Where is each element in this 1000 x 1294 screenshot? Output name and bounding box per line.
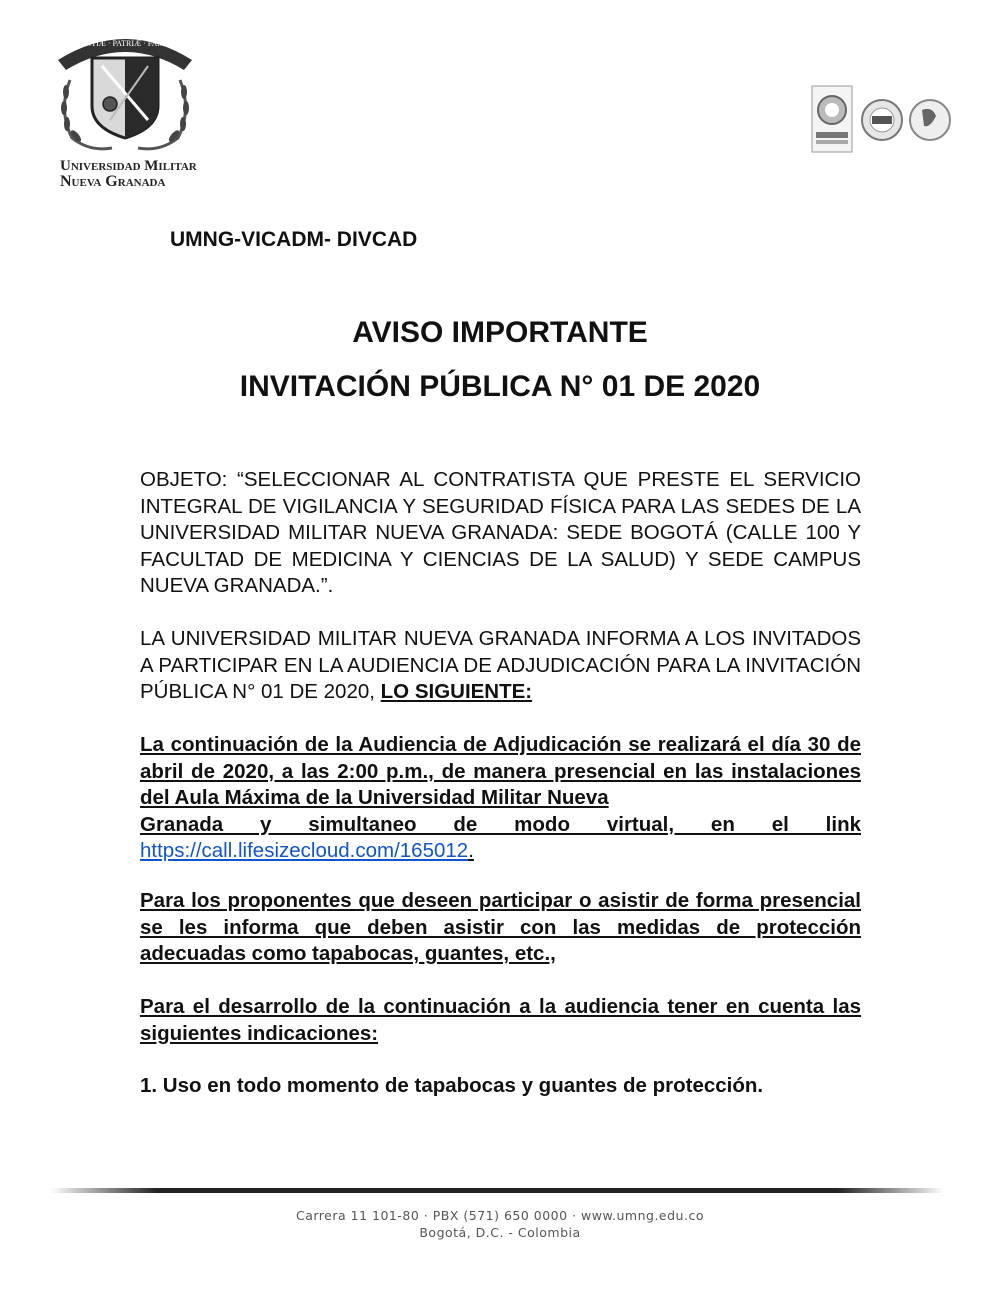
- informa-text: LA UNIVERSIDAD MILITAR NUEVA GRANADA INFORMA A LOS INVITADOS A PARTICIPAR EN LA AUDIENCIA DE ADJUDICACIÓN PARA LA INVITACIÓN PÚBLICA N° 01 DE 2020,: [140, 627, 861, 703]
- logo-text-line2: Nueva Granada: [60, 173, 166, 190]
- university-crest-icon: [50, 20, 200, 160]
- continuacion-last-line: Granada y simultaneo de modo virtual, en el link: [140, 812, 861, 836]
- objeto-paragraph: OBJETO: “SELECCIONAR AL CONTRATISTA QUE PRESTE EL SERVICIO INTEGRAL DE VIGILANCIA Y SEGURIDAD FÍSICA PARA LAS SEDES DE LA UNIVERSIDAD MILITAR NUEVA GRANADA: SEDE BOGOTÁ (CALLE 100 Y FACULTAD DE MEDICINA Y CIENCIAS DE LA SALUD) Y SEDE CAMPUS NUEVA GRANADA.”.: [140, 468, 861, 597]
- lifesize-link[interactable]: https://call.lifesizecloud.com/165012: [140, 839, 469, 862]
- footer-address: Carrera 11 101-80 · PBX (571) 650 0000 · www.umng.edu.co: [296, 1208, 704, 1223]
- footer-city: Bogotá, D.C. - Colombia: [419, 1225, 581, 1240]
- university-logo: [50, 20, 200, 195]
- informa-paragraph: [140, 626, 861, 706]
- logo-text-line1: Universidad Militar: [60, 158, 197, 174]
- certification-logos: [806, 80, 956, 160]
- footer-divider: [50, 1188, 945, 1193]
- document-code: UMNG-VICADM- DIVCAD: [170, 228, 418, 251]
- continuacion-text: La continuación de la Audiencia de Adjudicación se realizará el día 30 de abril de 2020, a las 2:00 p.m., de manera presencial en las instalaciones del Aula Máxima de la Universidad Militar Nueva: [140, 733, 861, 809]
- list-item: 1. Uso en todo momento de tapabocas y guantes de protección.: [140, 1074, 764, 1097]
- logo-text: [60, 158, 200, 190]
- desarrollo-paragraph: Para el desarrollo de la continuación a la audiencia tener en cuenta las siguientes indicaciones:: [140, 995, 861, 1045]
- proponentes-paragraph: Para los proponentes que deseen participar o asistir de forma presencial se les informa que deben asistir con las medidas de protección adecuadas como tapabocas, guantes, etc.,: [140, 889, 861, 965]
- svg-text:SCIENTIÆ · PATRIÆ · FAMILIÆ: SCIENTIÆ · PATRIÆ · FAMILIÆ: [68, 39, 182, 48]
- title-aviso: AVISO IMPORTANTE: [352, 316, 648, 349]
- link-suffix: .: [468, 839, 474, 862]
- lo-siguiente-label: LO SIGUIENTE:: [380, 680, 533, 703]
- continuacion-paragraph: [140, 732, 861, 865]
- title-invitacion: INVITACIÓN PÚBLICA N° 01 DE 2020: [239, 370, 761, 403]
- certification-seals-icon: [806, 80, 956, 160]
